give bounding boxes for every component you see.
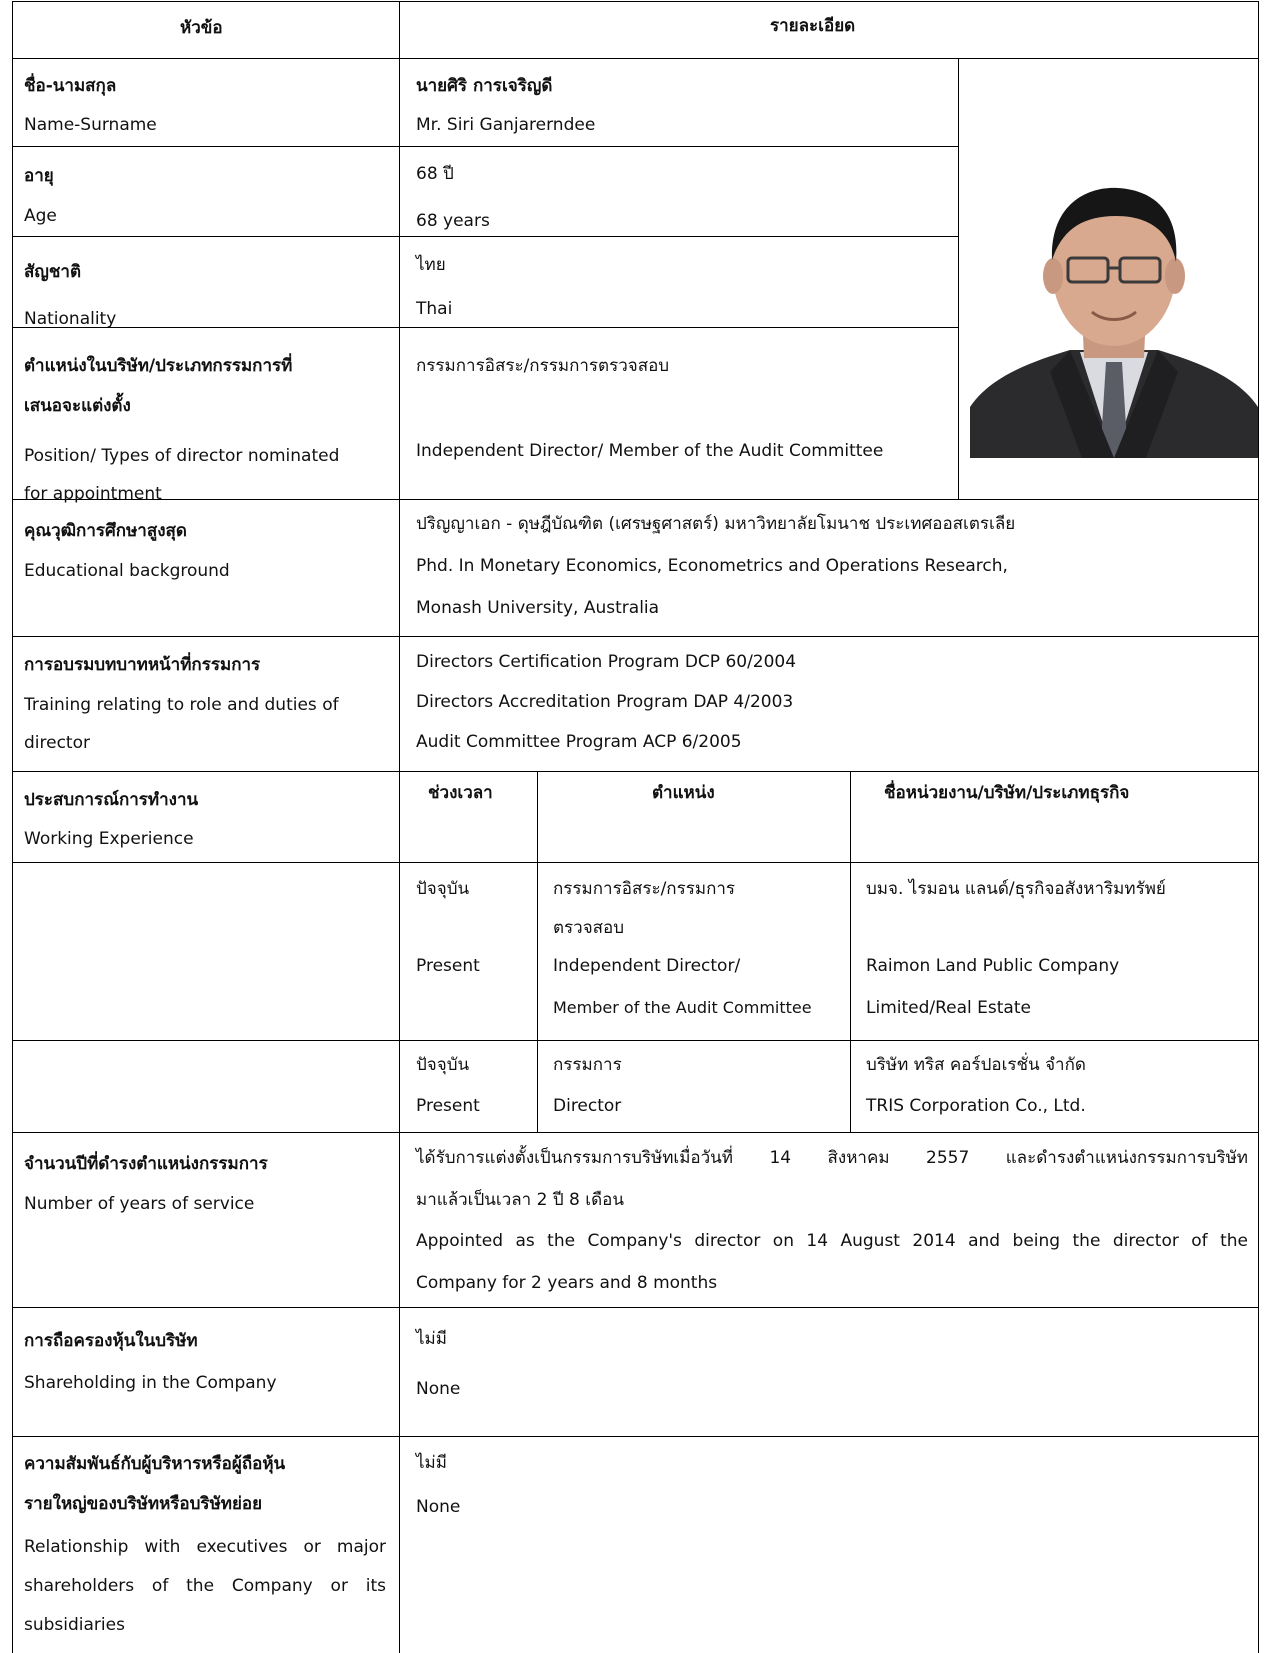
experience-column-divider [850, 771, 851, 1132]
position-label-th-1: ตำแหน่งในบริษัท/ประเภทกรรมการที่ [24, 356, 293, 376]
position-value-en: Independent Director/ Member of the Audit Committee [416, 441, 884, 461]
education-value-en-1: Phd. In Monetary Economics, Econometrics and Operations Research, [416, 556, 1008, 576]
nationality-value-en: Thai [416, 299, 453, 319]
table-border-right [1258, 1, 1259, 1653]
shareholding-label-en: Shareholding in the Company [24, 1373, 277, 1393]
experience-company-en: TRIS Corporation Co., Ltd. [866, 1096, 1086, 1116]
experience-position-th-1: กรรมการอิสระ/กรรมการ [553, 879, 736, 899]
nationality-label-en: Nationality [24, 309, 117, 329]
experience-period-th: ปัจจุบัน [416, 879, 470, 899]
age-value-th: 68 ปี [416, 164, 454, 184]
column-divider [399, 1, 400, 1653]
education-label-th: คุณวุฒิการศึกษาสูงสุด [24, 521, 187, 541]
row-divider [12, 1307, 1259, 1308]
experience-period-en: Present [416, 1096, 480, 1116]
header-topic: หัวข้อ [180, 18, 223, 38]
experience-position-th-2: ตรวจสอบ [553, 918, 625, 938]
age-label-th: อายุ [24, 166, 54, 186]
service-label-en: Number of years of service [24, 1194, 255, 1214]
portrait-illustration [970, 172, 1258, 458]
relationship-value-en: None [416, 1497, 461, 1517]
relationship-label-th-2: รายใหญ่ของบริษัทหรือบริษัทย่อย [24, 1494, 263, 1514]
service-label-th: จำนวนปีที่ดำรงตำแหน่งกรรมการ [24, 1154, 268, 1174]
education-value-th: ปริญญาเอก - ดุษฎีบัณฑิต (เศรษฐศาสตร์) มหาวิทยาลัยโมนาช ประเทศออสเตรเลีย [416, 514, 1016, 534]
shareholding-label-th: การถือครองหุ้นในบริษัท [24, 1331, 198, 1351]
name-label-en: Name-Surname [24, 115, 157, 135]
experience-label-th: ประสบการณ์การทำงาน [24, 790, 199, 810]
experience-company-en-2: Limited/Real Estate [866, 998, 1031, 1018]
row-divider [12, 771, 1259, 772]
director-portrait-photo [970, 172, 1258, 458]
training-item: Directors Certification Program DCP 60/2004 [416, 652, 797, 672]
service-value-th-2: มาแล้วเป็นเวลา 2 ปี 8 เดือน [416, 1190, 624, 1210]
relationship-label-en-3: subsidiaries [24, 1615, 125, 1635]
row-divider [12, 499, 1259, 500]
experience-period-en: Present [416, 956, 480, 976]
photo-cell-divider [958, 58, 959, 499]
header-detail: รายละเอียด [770, 16, 856, 36]
training-label-th: การอบรมบทบาทหน้าที่กรรมการ [24, 655, 261, 675]
service-value-en-1: Appointed as the Company's director on 14 August 2014 and being the director of the [416, 1231, 1248, 1251]
relationship-label-th-1: ความสัมพันธ์กับผู้บริหารหรือผู้ถือหุ้น [24, 1454, 286, 1474]
service-value-th-1: ได้รับการแต่งตั้งเป็นกรรมการบริษัทเมื่อวันที่ 14 สิงหาคม 2557 และดำรงตำแหน่งกรรมการบริษัท [416, 1148, 1248, 1168]
experience-column-divider [537, 771, 538, 1132]
row-divider [12, 58, 1259, 59]
relationship-label-en-2: shareholders of the Company or its [24, 1576, 386, 1596]
table-border-left [12, 1, 13, 1653]
row-divider [12, 862, 1259, 863]
training-label-en-1: Training relating to role and duties of [24, 695, 339, 715]
position-label-th-2: เสนอจะแต่งตั้ง [24, 396, 131, 416]
row-divider [12, 1040, 1259, 1041]
service-value-en-2: Company for 2 years and 8 months [416, 1273, 718, 1293]
experience-col-period: ช่วงเวลา [428, 783, 493, 803]
shareholding-value-th: ไม่มี [416, 1329, 447, 1349]
position-label-en-1: Position/ Types of director nominated [24, 446, 340, 466]
position-value-th: กรรมการอิสระ/กรรมการตรวจสอบ [416, 356, 670, 376]
training-item: Directors Accreditation Program DAP 4/2003 [416, 692, 794, 712]
name-label-th: ชื่อ-นามสกุล [24, 76, 117, 96]
experience-company-th: บริษัท ทริส คอร์ปอเรชั่น จำกัด [866, 1055, 1086, 1075]
experience-position-th: กรรมการ [553, 1055, 622, 1075]
relationship-label-en-1: Relationship with executives or major [24, 1537, 386, 1557]
row-divider [12, 146, 958, 147]
experience-label-en: Working Experience [24, 829, 194, 849]
experience-period-th: ปัจจุบัน [416, 1055, 470, 1075]
row-divider [12, 327, 958, 328]
experience-company-th: บมจ. ไรมอน แลนด์/ธุรกิจอสังหาริมทรัพย์ [866, 879, 1166, 899]
experience-company-en-1: Raimon Land Public Company [866, 956, 1120, 976]
name-value-en: Mr. Siri Ganjarerndee [416, 115, 596, 135]
row-divider [12, 1436, 1259, 1437]
relationship-value-th: ไม่มี [416, 1453, 447, 1473]
row-divider [12, 636, 1259, 637]
age-value-en: 68 years [416, 211, 490, 231]
nationality-label-th: สัญชาติ [24, 262, 81, 282]
education-value-en-2: Monash University, Australia [416, 598, 660, 618]
age-label-en: Age [24, 206, 57, 226]
experience-col-company: ชื่อหน่วยงาน/บริษัท/ประเภทธุรกิจ [884, 783, 1130, 803]
experience-position-en: Director [553, 1096, 622, 1116]
name-value-th: นายศิริ การเจริญดี [416, 76, 553, 96]
training-item: Audit Committee Program ACP 6/2005 [416, 732, 742, 752]
shareholding-value-en: None [416, 1379, 461, 1399]
experience-position-en-1: Independent Director/ [553, 956, 741, 976]
row-divider [12, 236, 958, 237]
experience-col-position: ตำแหน่ง [652, 783, 715, 803]
nationality-value-th: ไทย [416, 255, 446, 275]
position-label-en-2: for appointment [24, 484, 162, 504]
training-label-en-2: director [24, 733, 90, 753]
experience-position-en-2: Member of the Audit Committee [553, 998, 812, 1017]
table-border-top [12, 1, 1259, 2]
row-divider [12, 1132, 1259, 1133]
education-label-en: Educational background [24, 561, 230, 581]
